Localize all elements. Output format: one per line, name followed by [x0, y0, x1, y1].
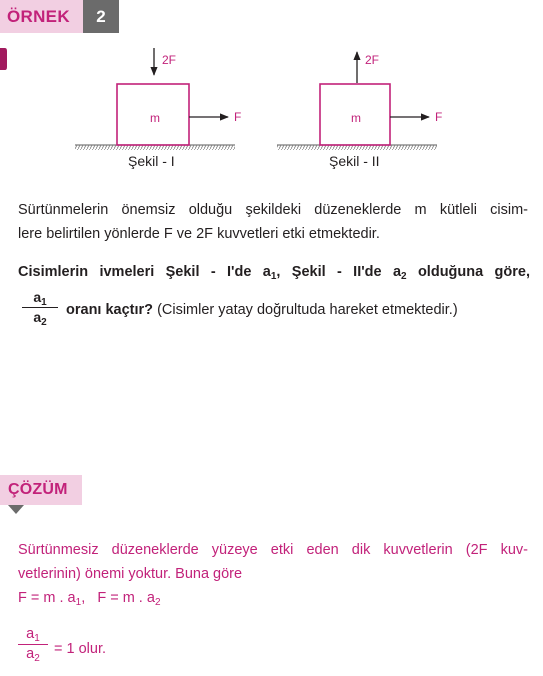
example-label: ÖRNEK: [0, 0, 83, 33]
example-number: 2: [83, 0, 119, 33]
solution-result: = 1 olur.: [54, 641, 106, 657]
solution-equations: F = m . $a_1$, F = m . $a_2$: [18, 590, 161, 608]
figure-2: [277, 52, 442, 150]
solution-label: ÇÖZÜM: [0, 475, 82, 505]
problem-line-1: Sürtünmelerin önemsiz olduğu şekildeki düzeneklerde m kütleli cisim-: [18, 202, 528, 218]
block-2-mass: m: [351, 111, 361, 125]
force-diagram: [0, 35, 543, 175]
label-2f-1: 2F: [162, 53, 177, 67]
question-fraction: $a_1$ $a_2$: [22, 289, 58, 326]
solution-line-2: vetlerinin) önemi yoktur. Buna göre: [18, 566, 243, 582]
block-1-mass: m: [150, 111, 160, 125]
label-f-1: F: [234, 110, 242, 124]
solution-line-1: Sürtünmesiz düzeneklerde yüzeye etki eden dik kuvvetlerin (2F kuv-: [18, 542, 528, 558]
solution-text: [18, 538, 528, 586]
solution-pointer-icon: [8, 505, 24, 515]
label-2f-2: 2F: [365, 53, 380, 67]
caption-figure-2: Şekil - II: [329, 153, 380, 169]
figure-1: [75, 48, 241, 150]
question-line-2: oranı kaçtır? (Cisimler yatay doğrultuda hareket etmektedir.): [66, 302, 458, 318]
caption-figure-1: Şekil - I: [128, 153, 175, 169]
problem-line-2: lere belirtilen yönlerde F ve 2F kuvvetleri etki etmektedir.: [18, 226, 380, 242]
question-line-1: Cisimlerin ivmeleri Şekil - I'de $a_1$, Şekil - II'de $a_2$ olduğuna göre,: [18, 264, 530, 282]
solution-fraction: $a_1$ $a_2$: [18, 626, 48, 663]
label-f-2: F: [435, 110, 443, 124]
problem-text: [18, 198, 528, 246]
